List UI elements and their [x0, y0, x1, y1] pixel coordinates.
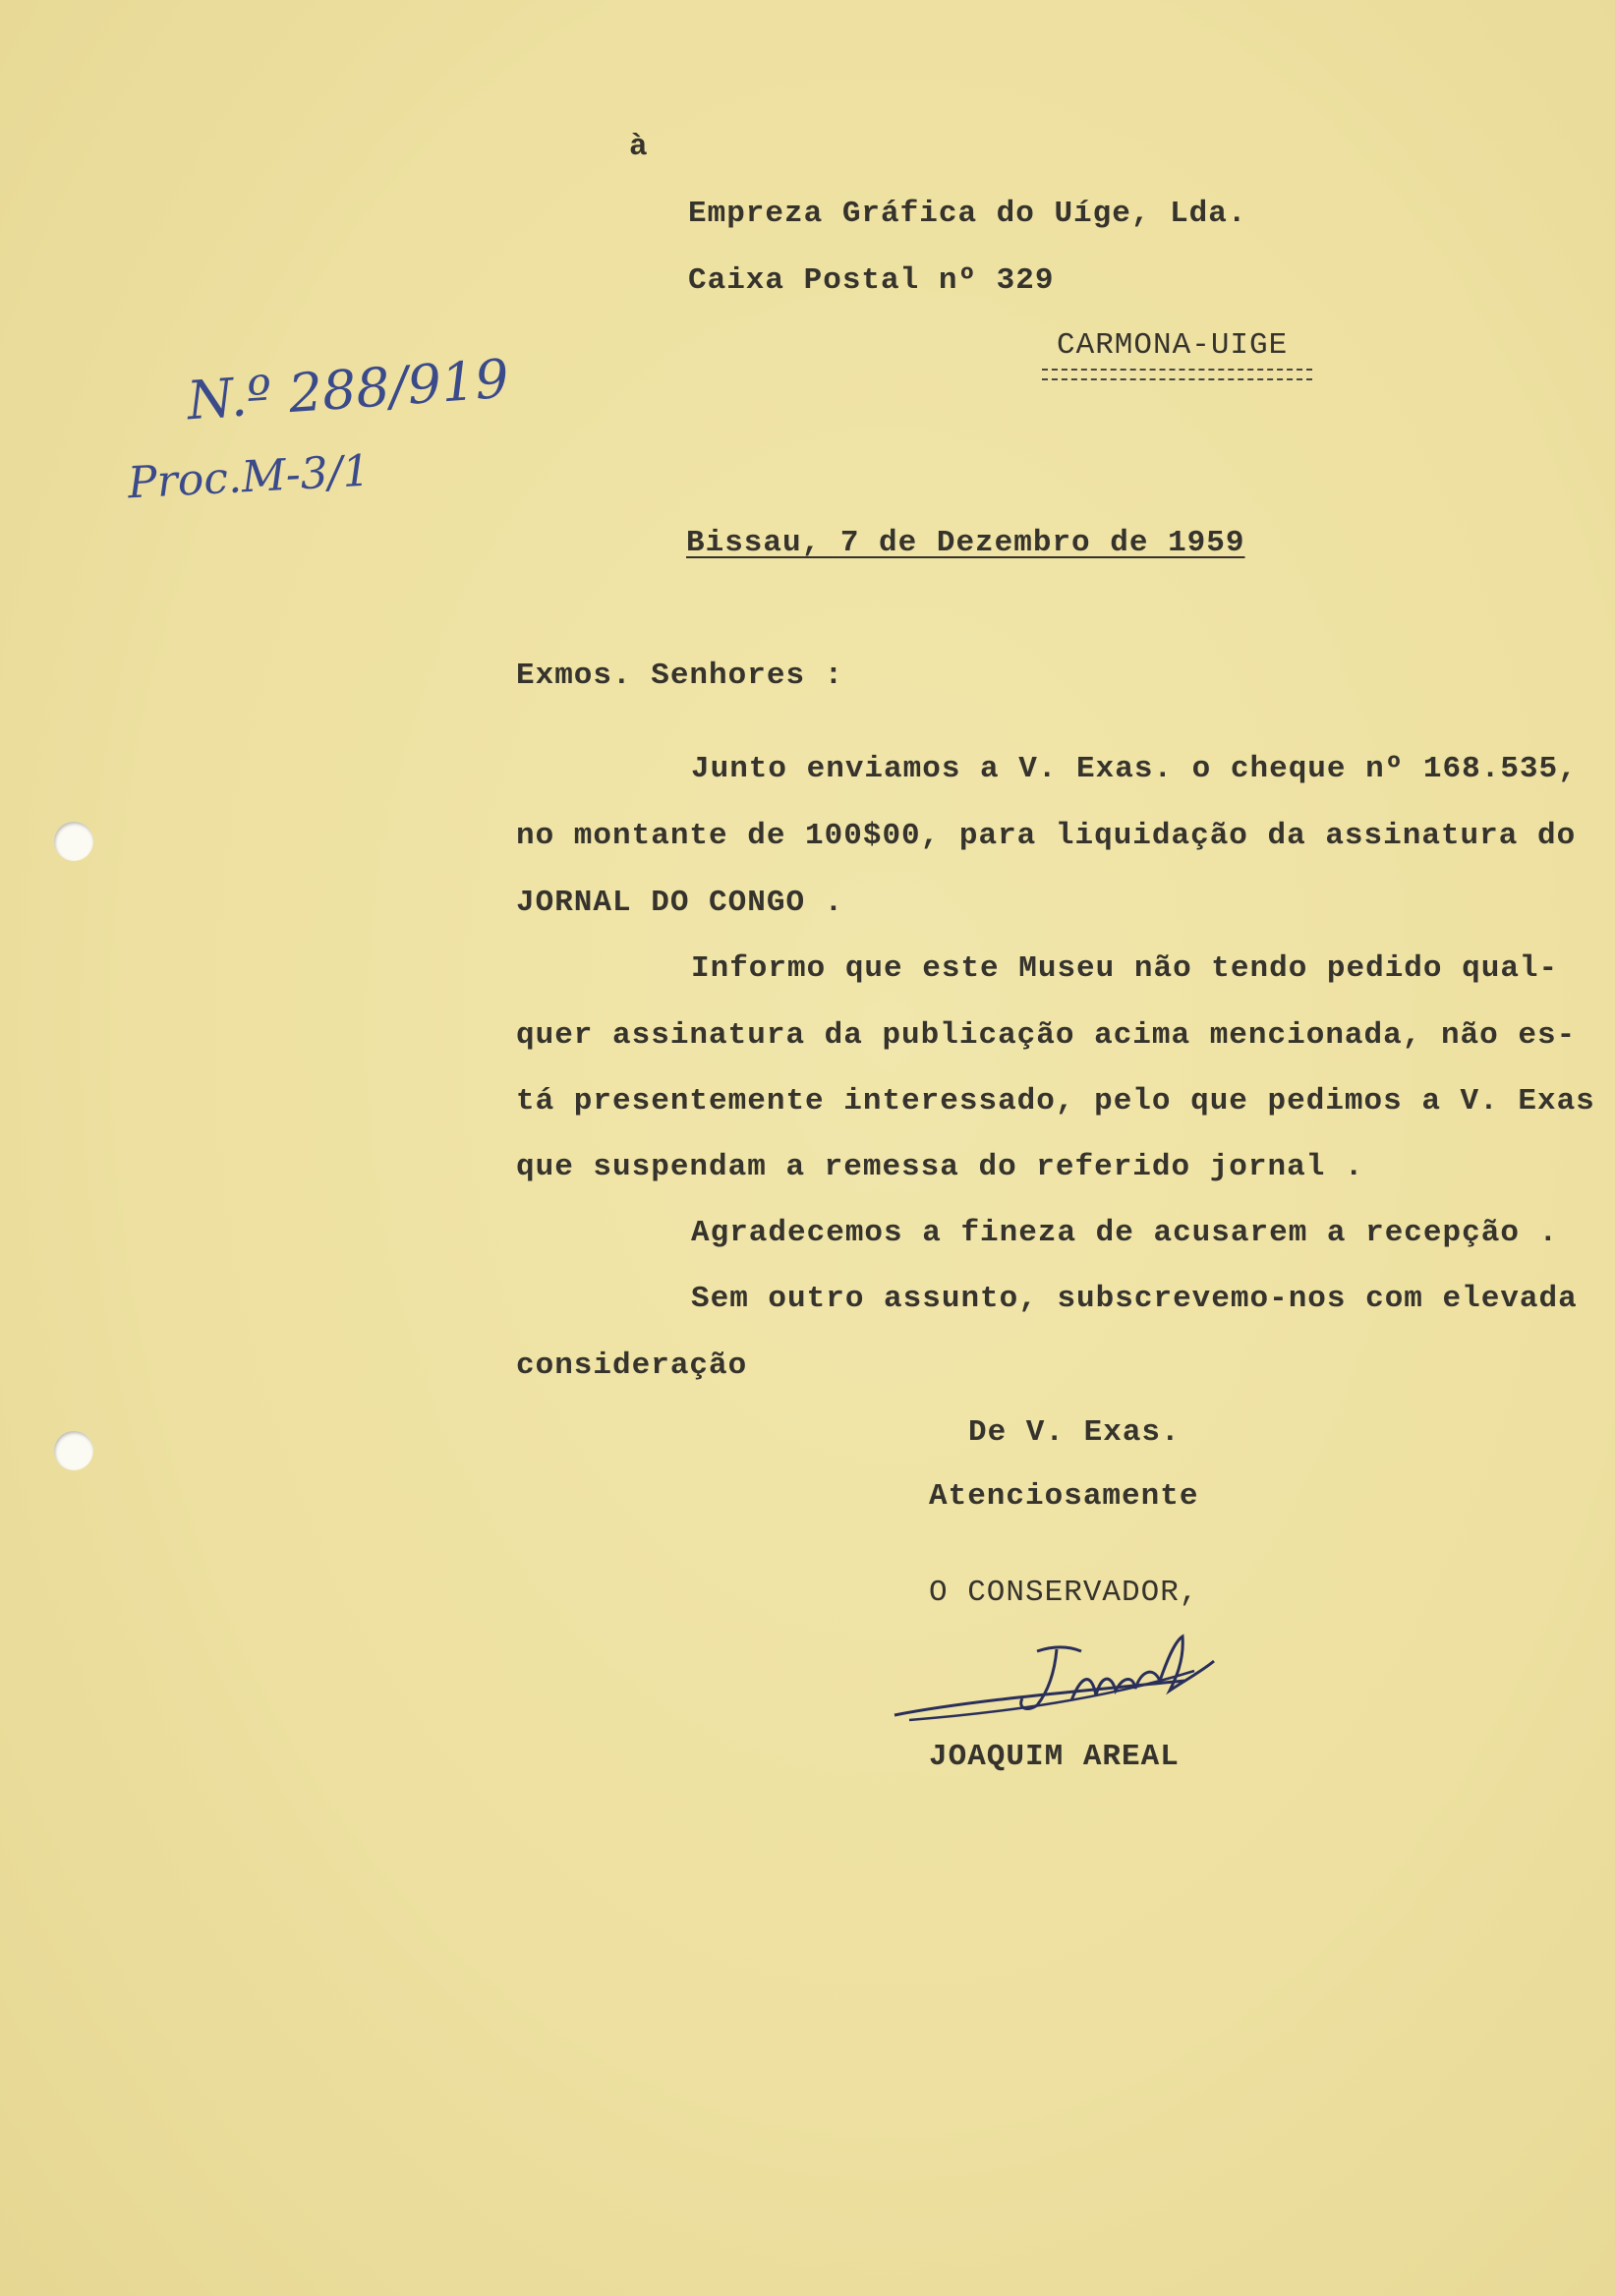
body-line-6: tá presentemente interessado, pelo que pedimos a V. Exas [516, 1084, 1595, 1119]
body-line-2: no montante de 100$00, para liquidação da assinatura do [516, 819, 1577, 853]
body-line-5: quer assinatura da publicação acima mencionada, não es- [516, 1018, 1577, 1053]
salutation: Exmos. Senhores : [516, 659, 844, 693]
closing-line-1: De V. Exas. [968, 1415, 1181, 1450]
punch-hole-bottom [54, 1431, 93, 1470]
body-line-10: consideração [516, 1349, 748, 1383]
body-line-9: Sem outro assunto, subscrevemo-nos com elevada [691, 1282, 1578, 1316]
recipient-city: CARMONA-UIGE [1057, 328, 1289, 363]
punch-hole-top [54, 822, 93, 861]
closing-line-2: Atenciosamente [929, 1479, 1199, 1514]
body-line-1: Junto enviamos a V. Exas. o cheque nº 168.535, [691, 752, 1578, 786]
handwritten-signature-icon [890, 1622, 1263, 1740]
grave-mark: à [629, 130, 649, 164]
body-line-3: JORNAL DO CONGO . [516, 886, 844, 920]
process-reference-note: Proc.M-3/1 [126, 445, 372, 509]
body-line-8: Agradecemos a fineza de acusarem a recepção . [691, 1216, 1559, 1250]
signatory-title: O CONSERVADOR, [929, 1576, 1199, 1610]
body-line-4: Informo que este Museu não tendo pedido qual- [691, 951, 1559, 986]
dateline: Bissau, 7 de Dezembro de 1959 [686, 526, 1245, 560]
recipient-name: Empreza Gráfica do Uíge, Lda. [688, 197, 1247, 231]
registry-number-note: N.º 288/919 [185, 347, 511, 432]
body-line-7: que suspendam a remessa do referido jornal . [516, 1150, 1364, 1184]
city-double-rule [1042, 369, 1312, 380]
recipient-postal-box: Caixa Postal nº 329 [688, 263, 1055, 298]
signatory-name: JOAQUIM AREAL [929, 1740, 1180, 1774]
